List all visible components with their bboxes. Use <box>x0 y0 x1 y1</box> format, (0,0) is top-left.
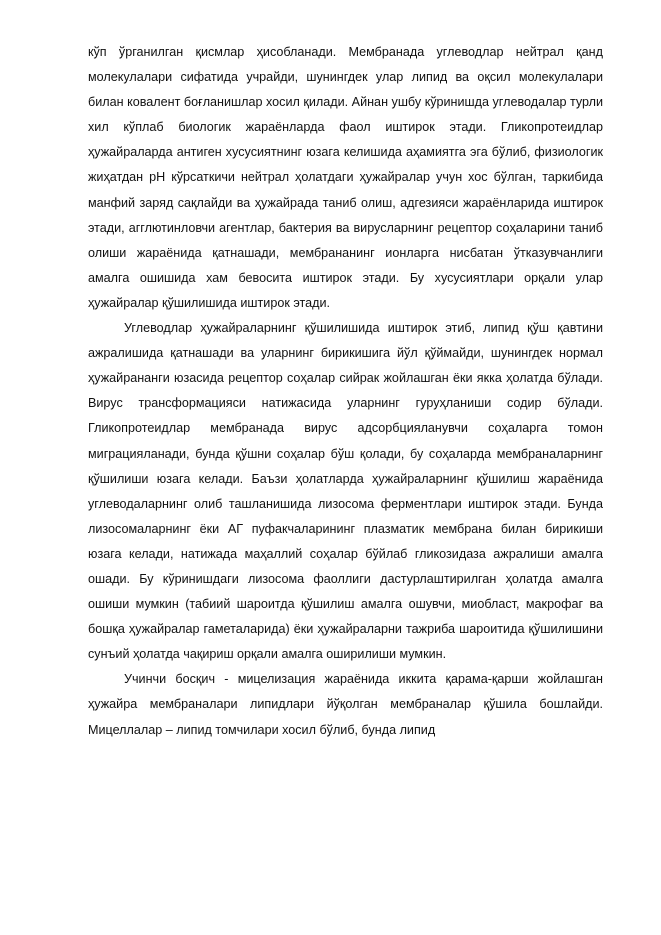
body-paragraph-2: Углеводлар ҳужайраларнинг қўшилишида иштирок этиб, липид қўш қавтини ажралишида қатнашади ва уларнинг бирикишига йўл қўймайди, шунингдек нормал ҳужайрананги юзасида рецептор соҳалар сийрак жойлашган ёки якка ҳолатда бўлади. Вирус трансформацияси натижасида уларнинг гуруҳланиши содир бўлади. Гликопротеидлар мембранада вирус адсорбцияланувчи соҳаларга томон миграцияланади, бунда қўшни соҳалар бўш қолади, бу соҳаларда мембраналарнинг қўшилиши юзага келади. Баъзи ҳолатларда ҳужайраларнинг қўшилиш жараёнида углеводаларнинг олиб ташланишида лизосома ферментлари иштирок этади. Бунда лизосомаларнинг ёки АГ пуфакчаларининг плазматик мембрана билан бирикиши юзага келади, натижада маҳаллий соҳалар бўйлаб гликозидаза ажралиши амалга ошади. Бу кўринишдаги лизосома фаоллиги дастурлаштирилган ҳолатда амалга ошиши мумкин (табиий шароитда қўшилиш амалга ошувчи, миобласт, макрофаг ва бошқа ҳужайралар гаметаларида) ёки ҳужайраларни тажриба шароитида қўшилишини сунъий ҳолатда чақириш орқали амалга оширилиши мумкин. <box>88 321 603 662</box>
body-paragraph-1: кўп ўрганилган қисмлар ҳисобланади. Мембранада углеводлар нейтрал қанд молекулалари сифатида учрайди, шунингдек улар липид ва оқсил молекулалари билан ковалент боғланишлар хосил қилади. Айнан ушбу кўринишда углеводалар турли хил кўплаб биологик жараёнларда фаол иштирок этади. Гликопротеидлар ҳужайраларда антиген хусусиятнинг юзага келишида аҳамиятга эга бўлиб, физиологик жиҳатдан рН кўрсаткичи нейтрал ҳолатдаги ҳужайралар учун хос бўлган, таркибида манфий заряд сақлайди ва ҳужайрада таниб олиш, адгезияси жараёнларида иштирок этади, агглютинловчи агентлар, бактерия ва вирусларнинг рецептор соҳаларини таниб олиши жараёнида қатнашади, мембрананинг ионларга нисбатан ўтказувчанлиги амалга ошишида хам бевосита иштирок этади. Бу хусусиятлари орқали улар ҳужайралар қўшилишида иштирок этади. <box>88 45 603 310</box>
document-page <box>88 40 603 743</box>
body-paragraph-3: Учинчи босқич - мицелизация жараёнида иккита қарама-қарши жойлашган ҳужайра мембраналари липидлари йўқолган мембраналар қўшила бошлайди. Мицеллалар – липид томчилари хосил бўлиб, бунда липид <box>88 672 603 737</box>
